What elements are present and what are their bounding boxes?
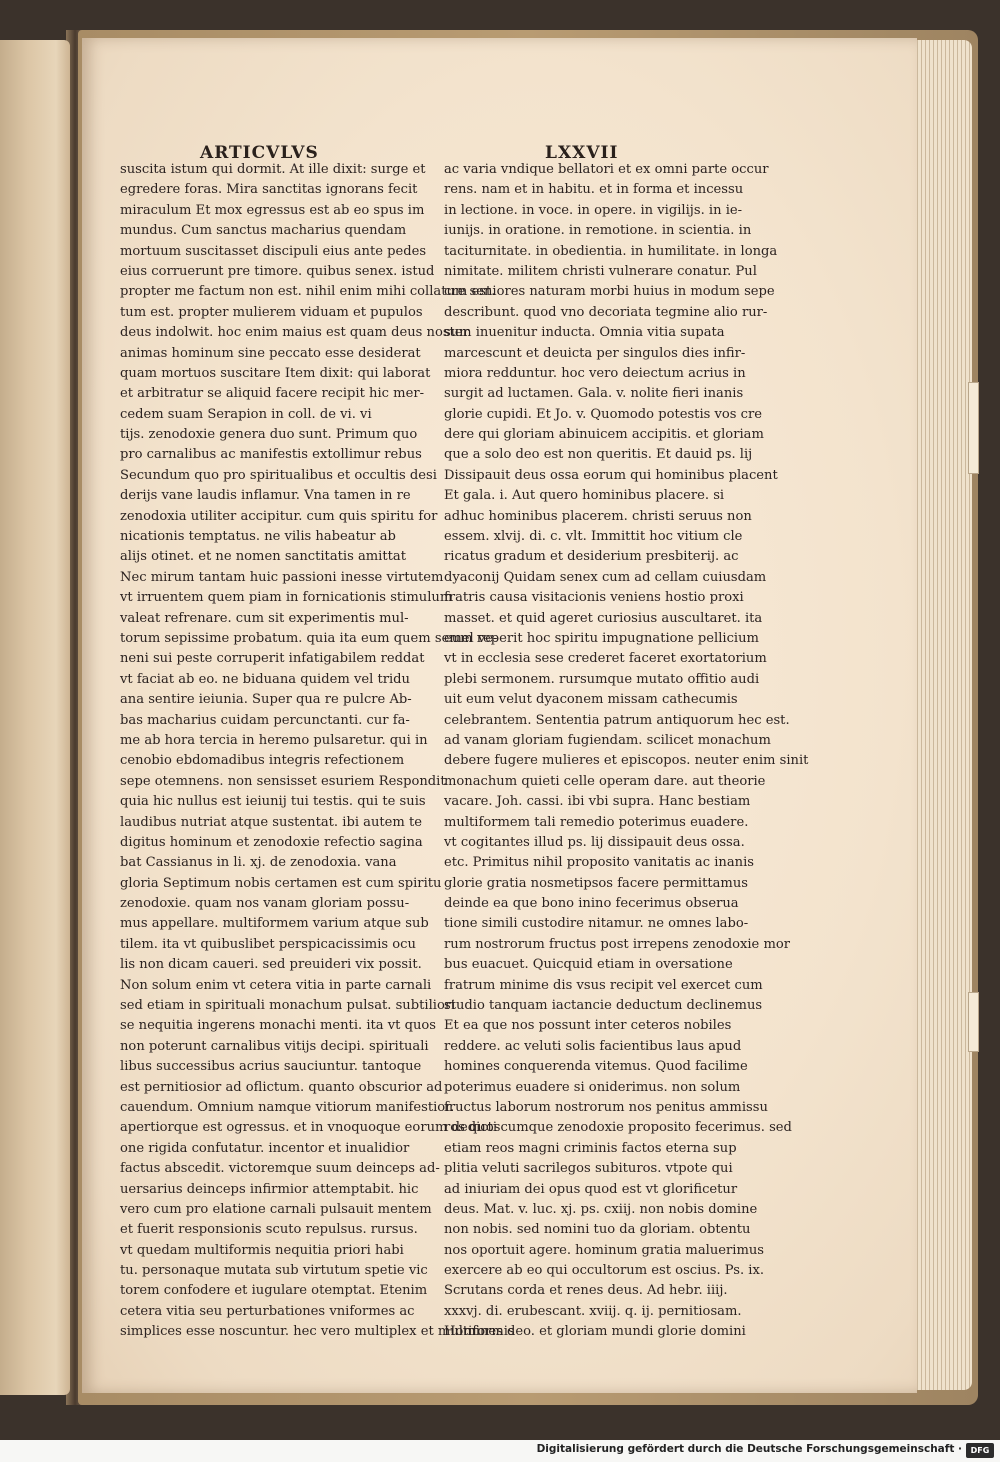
text-line: que a solo deo est non queritis. Et dauid ps. lij [444, 447, 753, 463]
text-line: simplices esse noscuntur. hec vero multiplex et multiformis [120, 1324, 515, 1340]
text-line: digitus hominum et zenodoxie refectio sagina [120, 834, 423, 850]
text-line: Et gala. i. Aut quero hominibus placere. si [444, 488, 725, 504]
text-line: apertiorque est ogressus. et in vnoquoque eorum dedicti [120, 1120, 498, 1136]
text-line: deus. Mat. v. luc. xj. ps. cxiij. non nobis domine [444, 1201, 758, 1217]
text-line: plitia veluti sacrilegos subituros. vtpote qui [444, 1161, 733, 1177]
text-line: dyaconij Quidam senex cum ad cellam cuiusdam [444, 569, 767, 585]
text-line: eius corruerunt pre timore. quibus senex. istud [120, 263, 435, 279]
text-line: etiam reos magni criminis factos eterna sup [444, 1140, 737, 1156]
text-line: ad vanam gloriam fugiendam. scilicet monachum [444, 732, 771, 748]
text-line: est pernitiosior ad oflictum. quanto obscurior ad [120, 1079, 443, 1095]
text-line: glorie cupidi. Et Jo. v. Quomodo potestis vos cre [444, 406, 763, 422]
text-line: vt faciat ab eo. ne biduana quidem vel tridu [120, 671, 410, 687]
text-line: tione simili custodire nitamur. ne omnes labo- [444, 916, 749, 932]
text-line: plebi sermonem. rursumque mutato offitio audi [444, 671, 760, 687]
funding-credit: Digitalisierung gefördert durch die Deutsche Forschungsgemeinschaft · [536, 1443, 962, 1455]
text-line: surgit ad luctamen. Gala. v. nolite fieri inanis [444, 386, 744, 402]
text-line: homines conquerenda vitemus. Quod facilime [444, 1059, 748, 1075]
text-column-right [444, 160, 809, 1343]
text-line: masset. et quid ageret curiosius auscultaret. ita [444, 610, 763, 626]
text-line: egredere foras. Mira sanctitas ignorans fecit [120, 182, 418, 198]
text-line: tum est. propter mulierem viduam et pupulos [120, 304, 423, 320]
text-line: mortuum suscitasset discipuli eius ante pedes [120, 243, 427, 259]
text-line: ricatus gradum et desiderium presbiterij. ac [444, 549, 739, 565]
text-line: in lectione. in voce. in opere. in vigilijs. in ie- [444, 202, 743, 218]
paper-tab-lower [968, 992, 979, 1052]
text-line: non poterunt carnalibus vitijs decipi. spirituali [120, 1038, 429, 1054]
text-line: dere qui gloriam abinuicem accipitis. et gloriam [444, 427, 764, 443]
text-line: one rigida confutatur. incentor et inualidior [120, 1140, 410, 1156]
text-column-left [120, 160, 515, 1343]
text-line: xxxvj. di. erubescant. xviij. q. ij. pernitiosam. [444, 1303, 742, 1319]
text-line: cetera vitia seu perturbationes vniformes ac [120, 1303, 415, 1319]
text-line: torum sepissime probatum. quia ita eum quem semel ve- [120, 630, 498, 646]
text-line: glorie gratia nosmetipsos facere permittamus [444, 875, 748, 891]
text-line: Nec mirum tantam huic passioni inesse virtutem [120, 569, 444, 585]
text-line: tu. personaque mutata sub virtutum spetie vic [120, 1263, 428, 1279]
text-line: lis non dicam caueri. sed preuideri vix possit. [120, 957, 422, 973]
text-line: vero cum pro elatione carnali pulsauit mentem [120, 1201, 432, 1217]
text-line: miora redduntur. hoc vero deiectum acrius in [444, 365, 746, 381]
text-line: se nequitia ingerens monachi menti. ita vt quos [120, 1018, 436, 1034]
text-line: exercere ab eo qui occultorum est oscius. Ps. ix. [444, 1263, 765, 1279]
text-line: nos oportuit agere. hominum gratia maluerimus [444, 1242, 765, 1258]
folio-number: LXXVII [545, 143, 619, 163]
text-line: celebrantem. Sententia patrum antiquorum hec est. [444, 712, 790, 728]
page-stack-edge [910, 40, 972, 1390]
text-line: deinde ea que bono inino fecerimus obserua [444, 896, 739, 912]
text-line: et arbitratur se aliquid facere recipit hic mer- [120, 386, 425, 402]
text-line: ros quoscumque zenodoxie proposito fecerimus. sed [444, 1120, 792, 1136]
text-line: valeat refrenare. cum sit experimentis mul- [120, 610, 409, 626]
text-line: ad iniuriam dei opus quod est vt glorificetur [444, 1181, 738, 1197]
text-line: Et ea que nos possunt inter ceteros nobiles [444, 1018, 732, 1034]
text-line: sed etiam in spirituali monachum pulsat. subtiliori [120, 998, 456, 1014]
text-line: marcescunt et deuicta per singulos dies infir- [444, 345, 746, 361]
text-line: laudibus nutriat atque sustentat. ibi autem te [120, 814, 423, 830]
text-line: sepe otemnens. non sensisset esuriem Respondit [120, 773, 446, 789]
text-line: ana sentire ieiunia. Super qua re pulcre Ab- [120, 692, 412, 708]
text-line: deus indolwit. hoc enim maius est quam deus noster [120, 325, 469, 341]
text-line: alijs otinet. et ne nomen sanctitatis amittat [120, 549, 406, 565]
text-line: vt irruentem quem piam in fornicationis stimulum [120, 590, 453, 606]
text-line: me ab hora tercia in heremo pulsaretur. qui in [120, 732, 428, 748]
text-line: zenodoxie. quam nos vanam gloriam possu- [120, 896, 410, 912]
text-line: cenobio ebdomadibus integris refectionem [120, 753, 405, 769]
text-line: mundus. Cum sanctus macharius quendam [120, 223, 407, 239]
text-line: describunt. quod vno decoriata tegmine alio rur- [444, 304, 768, 320]
text-line: miraculum Et mox egressus est ab eo spus im [120, 202, 425, 218]
text-line: vt in ecclesia sese crederet faceret exortatorium [444, 651, 767, 667]
text-line: torem confodere et iugulare otemptat. Etenim [120, 1283, 428, 1299]
text-line: bat Cassianus in li. xj. de zenodoxia. vana [120, 855, 397, 871]
text-line: tijs. zenodoxie genera duo sunt. Primum quo [120, 427, 418, 443]
dfg-logo [966, 1443, 994, 1458]
text-line: zenodoxia utiliter accipitur. cum quis spiritu for [120, 508, 438, 524]
running-head-left: ARTICVLVS [200, 143, 319, 163]
text-line: vt cogitantes illud ps. lij dissipauit deus ossa. [444, 834, 745, 850]
text-line: iunijs. in oratione. in remotione. in scientia. in [444, 223, 752, 239]
text-line: adhuc hominibus placerem. christi seruus non [444, 508, 752, 524]
text-line: studio tanquam iactancie deductum declinemus [444, 998, 763, 1014]
text-line: reddere. ac veluti solis facientibus laus apud [444, 1038, 742, 1054]
text-line: derijs vane laudis inflamur. Vna tamen in re [120, 488, 411, 504]
text-line: essem. xlvij. di. c. vlt. Immittit hoc vitium cle [444, 529, 743, 545]
dfg-logo-text: DFG [970, 1446, 990, 1455]
text-line: debere fugere mulieres et episcopos. neuter enim sinit [444, 753, 809, 769]
text-line: non nobis. sed nomini tuo da gloriam. obtentu [444, 1222, 751, 1238]
text-line: Dissipauit deus ossa eorum qui hominibus placent [444, 467, 778, 483]
text-line: multiformem tali remedio poterimus euadere. [444, 814, 749, 830]
text-line: nimitate. militem christi vulnerare conatur. Pul [444, 263, 757, 279]
text-line: poterimus euadere si oniderimus. non solum [444, 1079, 741, 1095]
text-line: libus successibus acrius sauciuntur. tantoque [120, 1059, 422, 1075]
text-line: vacare. Joh. cassi. ibi vbi supra. Hanc bestiam [444, 794, 751, 810]
text-line: etc. Primitus nihil proposito vanitatis ac inanis [444, 855, 754, 871]
text-line: eum reperit hoc spiritu impugnatione pellicium [444, 630, 759, 646]
text-line: Non solum enim vt cetera vitia in parte carnali [120, 977, 432, 993]
text-line: uit eum velut dyaconem missam cathecumis [444, 692, 738, 708]
text-line: ac varia vndique bellatori et ex omni parte occur [444, 162, 769, 177]
text-line: pro carnalibus ac manifestis extollimur rebus [120, 447, 422, 463]
left-page-edge [0, 40, 70, 1395]
text-line: fratris causa visitacionis veniens hostio proxi [444, 590, 744, 606]
text-line: tilem. ita vt quibuslibet perspicacissimis ocu [120, 936, 416, 952]
text-line: quam mortuos suscitare Item dixit: qui laborat [120, 365, 431, 381]
text-line: sum inuenitur inducta. Omnia vitia supata [444, 325, 725, 341]
text-line: Homines deo. et gloriam mundi glorie domini [444, 1324, 746, 1340]
text-line: fratrum minime dis vsus recipit vel exercet cum [444, 977, 763, 993]
text-line: vt quedam multiformis nequitia priori habi [120, 1242, 404, 1258]
text-line: uersarius deinceps infirmior attemptabit. hic [120, 1181, 419, 1197]
text-line: mus appellare. multiformem varium atque sub [120, 916, 429, 932]
text-line: gloria Septimum nobis certamen est cum spiritu [120, 875, 442, 891]
text-line: monachum quieti celle operam dare. aut theorie [444, 773, 766, 789]
text-line: taciturnitate. in obedientia. in humilitate. in longa [444, 243, 778, 259]
text-line: Secundum quo pro spiritualibus et occultis desi [120, 467, 437, 483]
text-line: rum nostrorum fructus post irrepens zenodoxie mor [444, 936, 791, 952]
text-line: cre seniores naturam morbi huius in modum sepe [444, 284, 775, 300]
text-line: et fuerit responsionis scuto repulsus. rursus. [120, 1222, 418, 1238]
text-line: animas hominum sine peccato esse desiderat [120, 345, 421, 361]
text-line: suscita istum qui dormit. At ille dixit: surge et [120, 162, 426, 177]
text-line: Scrutans corda et renes deus. Ad hebr. iiij. [444, 1283, 728, 1299]
text-line: cauendum. Omnium namque vitiorum manifestior. [120, 1099, 455, 1115]
text-line: nicationis temptatus. ne vilis habeatur ab [120, 529, 396, 545]
text-line: propter me factum non est. nihil enim mihi collatum est. [120, 284, 496, 300]
paper-tab-upper [968, 382, 979, 474]
text-line: bus euacuet. Quicquid etiam in oversatione [444, 957, 733, 973]
text-line: quia hic nullus est ieiunij tui testis. qui te suis [120, 794, 426, 810]
text-line: bas macharius cuidam percunctanti. cur fa- [120, 712, 410, 728]
text-line: neni sui peste corruperit infatigabilem reddat [120, 651, 425, 667]
text-line: factus abscedit. victoremque suum deinceps ad- [120, 1161, 440, 1177]
text-line: fructus laborum nostrorum nos penitus ammissu [444, 1099, 768, 1115]
text-line: cedem suam Serapion in coll. de vi. vi [120, 406, 372, 422]
text-line: rens. nam et in habitu. et in forma et incessu [444, 182, 744, 198]
